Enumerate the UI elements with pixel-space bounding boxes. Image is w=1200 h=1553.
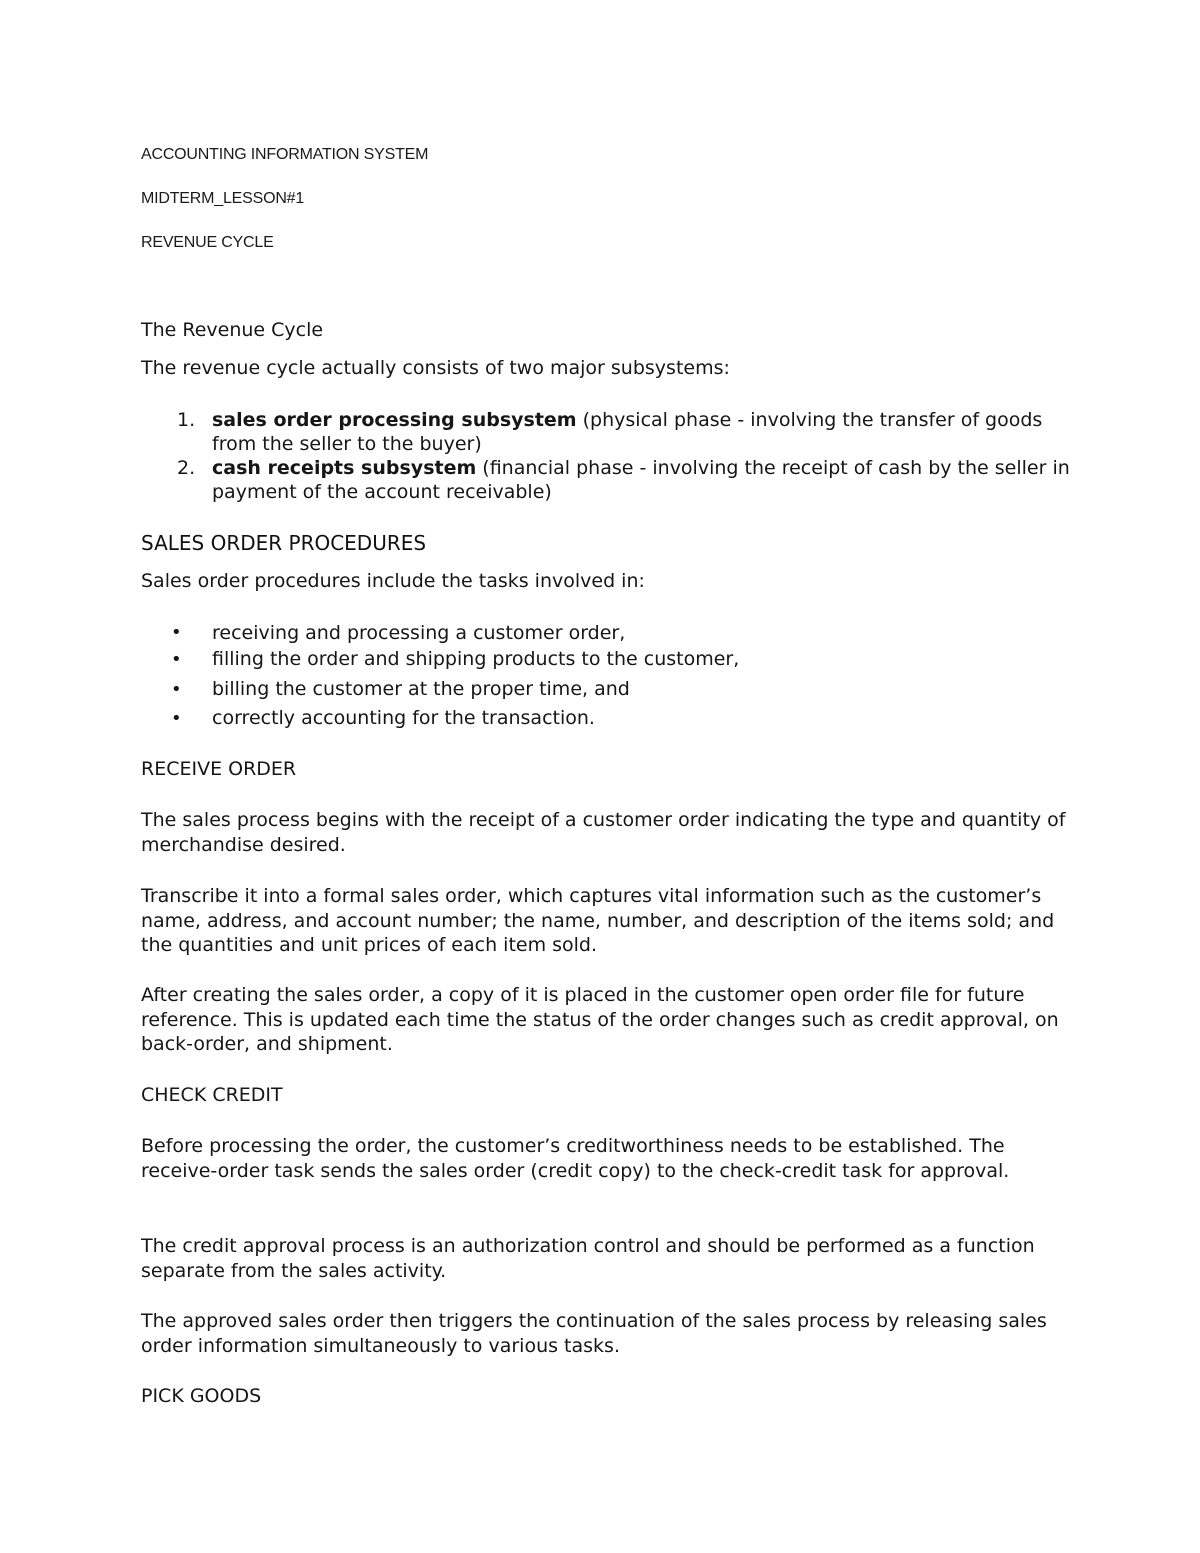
subsystem-description: (financial phase - involving the receipt of cash by the seller in payment of the account receivable) [212,457,1070,503]
list-item [141,645,1071,675]
lesson-label: MIDTERM_LESSON#1 [141,190,305,207]
paragraph: Transcribe it into a formal sales order, which captures vital information such as the customer’s name, address, and account number; the name, number, and description of the items sold; and the quantities and unit prices of each item sold. [141,885,1055,956]
topic-label: REVENUE CYCLE [141,234,274,251]
list-item [141,675,1071,705]
task-text: billing the customer at the proper time, and [212,677,630,700]
list-item [141,621,1071,645]
list-item [141,408,1071,456]
list-marker: 1. [177,409,196,431]
section-heading-check-credit: CHECK CREDIT [141,1084,283,1106]
subsystem-list [141,408,1071,504]
task-text: correctly accounting for the transaction. [212,707,595,729]
subsystem-name: sales order processing subsystem [212,409,577,431]
paragraph: After creating the sales order, a copy of it is placed in the customer open order file for future reference. This is updated each time the status of the order changes such as credit approval, on back-order, and shipment. [141,984,1059,1055]
task-text: filling the order and shipping products to the customer, [212,648,740,670]
section-heading-pick-goods: PICK GOODS [141,1385,262,1407]
section-title-revenue-cycle: The Revenue Cycle [141,319,324,341]
bullet-icon: • [171,678,182,700]
procedures-lead: Sales order procedures include the tasks involved in: [141,570,645,592]
list-marker: 2. [177,457,196,479]
section-heading-receive-order: RECEIVE ORDER [141,758,297,780]
bullet-icon: • [171,622,182,643]
task-text: receiving and processing a customer order, [212,622,626,644]
intro-lead: The revenue cycle actually consists of two major subsystems: [141,357,730,379]
paragraph: Before processing the order, the customer’s creditworthiness needs to be established. The receive-order task sends the sales order (credit copy) to the check-credit task for approval. [141,1135,1010,1182]
paragraph: The sales process begins with the receipt of a customer order indicating the type and quantity of merchandise desired. [141,809,1066,856]
list-item [141,704,1071,734]
course-title: ACCOUNTING INFORMATION SYSTEM [141,146,429,163]
task-list [141,621,1071,734]
list-item [141,456,1071,504]
paragraph: The approved sales order then triggers the continuation of the sales process by releasing sales order information simultaneously to various tasks. [141,1310,1047,1357]
subsystem-description: (physical phase - involving the transfer of goods from the seller to the buyer) [212,409,1043,455]
paragraph: The credit approval process is an authorization control and should be performed as a function separate from the sales activity. [141,1235,1035,1282]
subsystem-name: cash receipts subsystem [212,457,477,479]
bullet-icon: • [171,649,182,670]
bullet-icon: • [171,708,182,729]
section-heading-sales-order-procedures: SALES ORDER PROCEDURES [141,531,427,555]
